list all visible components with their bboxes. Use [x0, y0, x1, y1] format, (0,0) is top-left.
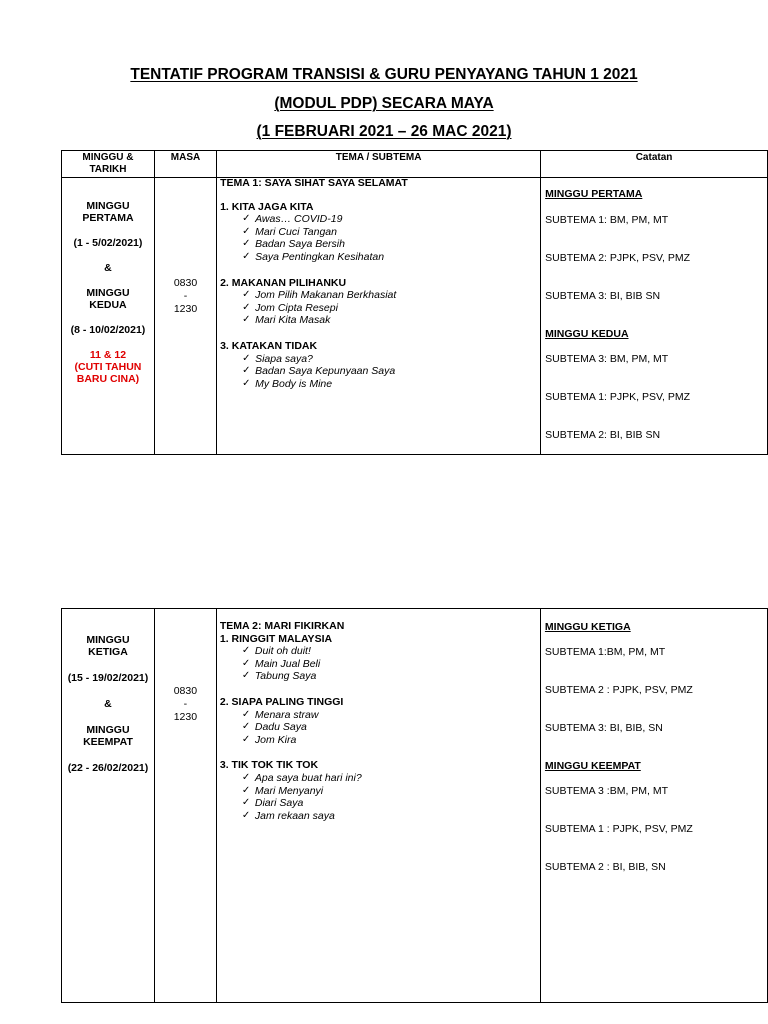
week-ampersand: & — [104, 698, 112, 710]
check-mark-icon: ✓ — [241, 708, 251, 720]
subtema-heading: 3. KATAKAN TIDAK — [220, 339, 318, 352]
header-masa: MASA — [154, 151, 216, 178]
subtema-note: SUBTEMA 1: BM, PM, MT — [545, 214, 669, 226]
header-minggu: MINGGU & — [82, 152, 134, 163]
week-label: PERTAMA — [82, 212, 134, 224]
subtema-list — [220, 213, 540, 263]
masa-cell — [154, 609, 216, 1003]
list-item: ✓ Main Jual Beli — [241, 657, 321, 670]
subtema-heading: 1. KITA JAGA KITA — [220, 200, 314, 213]
week-dates: (15 - 19/02/2021) — [67, 672, 149, 684]
header-catatan: Catatan — [541, 151, 768, 178]
week-ampersand: & — [104, 262, 112, 274]
list-item: ✓ Mari Kita Masak — [242, 314, 331, 327]
subtema-heading: 1. RINGGIT MALAYSIA — [219, 632, 333, 645]
check-mark-icon: ✓ — [242, 301, 251, 313]
subtema-note: SUBTEMA 2 : PJPK, PSV, PMZ — [544, 684, 693, 696]
document-title-line-2: (MODUL PDP) SECARA MAYA — [274, 95, 494, 112]
check-mark-icon: ✓ — [242, 365, 251, 377]
check-mark-icon: ✓ — [241, 733, 251, 745]
week-note-label: MINGGU KEDUA — [545, 328, 629, 340]
week-label: MINGGU — [86, 724, 130, 736]
list-item: ✓ Jom Pilih Makanan Berkhasiat — [242, 289, 397, 302]
list-item: ✓ Badan Saya Bersih — [242, 238, 345, 251]
list-item: ✓ Badan Saya Kepunyaan Saya — [242, 365, 396, 378]
check-mark-icon: ✓ — [242, 314, 251, 326]
week-cell — [62, 178, 155, 455]
list-item: ✓ Jom Kira — [241, 733, 297, 746]
week-note-label: MINGGU PERTAMA — [545, 188, 643, 200]
table-header-row — [62, 151, 768, 178]
catatan-cell — [540, 609, 767, 1003]
list-item: ✓ Menara straw — [241, 708, 319, 721]
subtema-heading: 2. MAKANAN PILIHANKU — [220, 276, 347, 289]
subtema-heading: 2. SIAPA PALING TINGGI — [219, 695, 344, 708]
masa-dash: - — [183, 698, 188, 710]
masa-start: 0830 — [173, 685, 198, 697]
check-mark-icon: ✓ — [241, 771, 251, 783]
schedule-table-1 — [61, 150, 768, 455]
list-item: ✓ Siapa saya? — [242, 352, 313, 365]
subtema-note: SUBTEMA 1:BM, PM, MT — [544, 646, 666, 658]
week-dates: (22 - 26/02/2021) — [67, 762, 149, 774]
check-mark-icon: ✓ — [241, 670, 251, 682]
week-dates: (8 - 10/02/2021) — [70, 324, 146, 336]
list-item: ✓ Diari Saya — [241, 797, 304, 810]
subtema-list — [220, 289, 540, 327]
subtema-note: SUBTEMA 2: BI, BIB SN — [545, 429, 661, 441]
catatan-cell — [541, 178, 768, 455]
document-title-line-3: (1 FEBRUARI 2021 – 26 MAC 2021) — [256, 123, 512, 140]
table-row — [62, 609, 768, 1003]
list-item: ✓ Awas… COVID-19 — [242, 213, 343, 226]
check-mark-icon: ✓ — [241, 797, 251, 809]
check-mark-icon: ✓ — [242, 289, 251, 301]
list-item: ✓ Mari Menyanyi — [241, 784, 324, 797]
tema-title: TEMA 1: SAYA SIHAT SAYA SELAMAT — [220, 177, 408, 189]
subtema-note: SUBTEMA 3: BI, BIB SN — [545, 290, 661, 302]
list-item: ✓ Dadu Saya — [241, 721, 307, 734]
tema-title: TEMA 2: MARI FIKIRKAN — [219, 620, 345, 632]
masa-end: 1230 — [173, 711, 198, 723]
check-mark-icon: ✓ — [242, 213, 251, 225]
masa-start: 0830 — [173, 277, 198, 289]
masa-cell — [154, 178, 216, 455]
check-mark-icon: ✓ — [242, 225, 251, 237]
schedule-table-2 — [61, 608, 768, 1003]
subtema-list — [220, 772, 540, 822]
check-mark-icon: ✓ — [241, 657, 251, 669]
subtema-note: SUBTEMA 3: BI, BIB, SN — [544, 722, 663, 734]
subtema-note: SUBTEMA 1 : PJPK, PSV, PMZ — [544, 823, 693, 835]
masa-dash: - — [183, 290, 188, 302]
week-label: KEDUA — [89, 299, 127, 311]
list-item: ✓ Duit oh duit! — [241, 645, 311, 658]
subtema-list — [220, 645, 540, 683]
tema-cell — [216, 609, 540, 1003]
week-note-label: MINGGU KETIGA — [544, 621, 631, 633]
week-dates: (1 - 5/02/2021) — [73, 237, 143, 249]
check-mark-icon: ✓ — [242, 250, 251, 262]
table-row — [62, 178, 768, 455]
holiday-note: (CUTI TAHUN — [74, 361, 142, 373]
week-label: MINGGU — [86, 287, 130, 299]
holiday-note: 11 & 12 — [89, 349, 127, 361]
week-cell — [62, 609, 155, 1003]
list-item: ✓ My Body is Mine — [242, 377, 333, 390]
week-label: KEEMPAT — [83, 736, 133, 748]
holiday-note: BARU CINA) — [76, 373, 140, 385]
check-mark-icon: ✓ — [242, 352, 251, 364]
list-item: ✓ Apa saya buat hari ini? — [241, 771, 362, 784]
week-label: MINGGU — [86, 634, 130, 646]
list-item: ✓ Jam rekaan saya — [241, 809, 335, 822]
week-label: KETIGA — [88, 646, 128, 658]
list-item: ✓ Tabung Saya — [241, 670, 317, 683]
header-tema: TEMA / SUBTEMA — [217, 151, 541, 178]
subtema-list — [220, 709, 540, 747]
list-item: ✓ Saya Pentingkan Kesihatan — [242, 250, 385, 263]
subtema-list — [220, 353, 540, 391]
list-item: ✓ Jom Cipta Resepi — [242, 301, 338, 314]
header-tarikh: TARIKH — [89, 164, 127, 175]
check-mark-icon: ✓ — [241, 645, 251, 657]
check-mark-icon: ✓ — [241, 809, 251, 821]
subtema-note: SUBTEMA 1: PJPK, PSV, PMZ — [545, 391, 691, 403]
subtema-note: SUBTEMA 2: PJPK, PSV, PMZ — [545, 252, 691, 264]
subtema-note: SUBTEMA 3: BM, PM, MT — [545, 353, 669, 365]
subtema-note: SUBTEMA 2 : BI, BIB, SN — [544, 861, 666, 873]
check-mark-icon: ✓ — [242, 238, 251, 250]
week-note-label: MINGGU KEEMPAT — [544, 760, 641, 772]
header-minggu-tarikh — [62, 151, 155, 178]
check-mark-icon: ✓ — [242, 377, 251, 389]
check-mark-icon: ✓ — [241, 721, 251, 733]
tema-cell — [217, 178, 541, 455]
week-label: MINGGU — [86, 200, 130, 212]
subtema-heading: 3. TIK TOK TIK TOK — [219, 759, 319, 772]
document-title-line-1: TENTATIF PROGRAM TRANSISI & GURU PENYAYANG TAHUN 1 2021 — [130, 66, 638, 83]
masa-end: 1230 — [173, 303, 198, 315]
check-mark-icon: ✓ — [241, 784, 251, 796]
subtema-note: SUBTEMA 3 :BM, PM, MT — [544, 785, 669, 797]
list-item: ✓ Mari Cuci Tangan — [242, 225, 337, 238]
